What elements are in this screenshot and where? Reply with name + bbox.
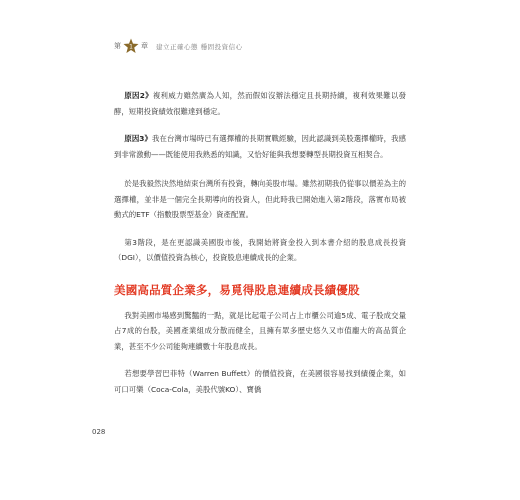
- page-number: 028: [92, 428, 106, 436]
- paragraph-stage-3: [114, 235, 406, 266]
- paragraph-transition: [114, 176, 406, 223]
- paragraph-reason-2: [114, 88, 406, 119]
- paragraph-reason-3: [114, 131, 406, 162]
- chapter-label: [114, 38, 148, 54]
- header-title: 建立正確心態 穩固投資信心: [156, 42, 243, 51]
- paragraph-lead: 原因2》: [124, 91, 153, 100]
- paragraph-text: 我在台灣市場時已有選擇權的長期實戰經驗，因此認識到美股選擇權時，我感到非常激動——既能使用我熟悉的知識，又恰好能與我想要轉型長期投資互相契合。: [114, 134, 406, 159]
- chapter-star-badge-icon: [123, 38, 139, 54]
- paragraph-text: 複利威力雖然廣為人知，然而假如沒辦法穩定且長期持續，複利效果難以發酵，短期投資績效很難達到穩定。: [114, 91, 406, 116]
- section-heading: 美國高品質企業多，易覓得股息連續成長績優股: [114, 282, 360, 297]
- paragraph-text: 第3階段，是在更認識美國股市後，我開始將資金投入到本書介紹的股息成長投資（DGI），以價值投資為核心，投資股息連續成長的企業。: [114, 237, 406, 262]
- chapter-suffix: 章: [141, 42, 148, 50]
- chapter-prefix: 第: [114, 42, 121, 50]
- paragraph-lead: 原因3》: [124, 134, 152, 143]
- paragraph-text: 於是我毅然決然地結束台灣所有投資，轉向美股市場。雖然初期我仍從事以價差為主的選擇權，並非是一個完全長期導向的投資人，但此時我已開始進入第2階段，落實布局被動式的ETF（指數股票型基金）資產配置。: [114, 179, 406, 219]
- running-header: [114, 36, 243, 56]
- chapter-number: 1: [129, 43, 133, 51]
- page-body: [114, 88, 406, 397]
- section-paragraph: 我對美國市場感到驚豔的一點，就是比起電子公司占上市櫃公司逾5成、電子股成交量占7成的台股，美國產業組成分散而健全，且擁有眾多歷史悠久又市值龐大的高品質企業，甚至不少公司能夠連續數十年股息成長。: [114, 310, 406, 351]
- section-paragraph: 若想要學習巴菲特（Warren Buffett）的價值投資，在美國很容易找到績優企業，如可口可樂（Coca-Cola，美股代號KO）、寶僑: [114, 369, 406, 394]
